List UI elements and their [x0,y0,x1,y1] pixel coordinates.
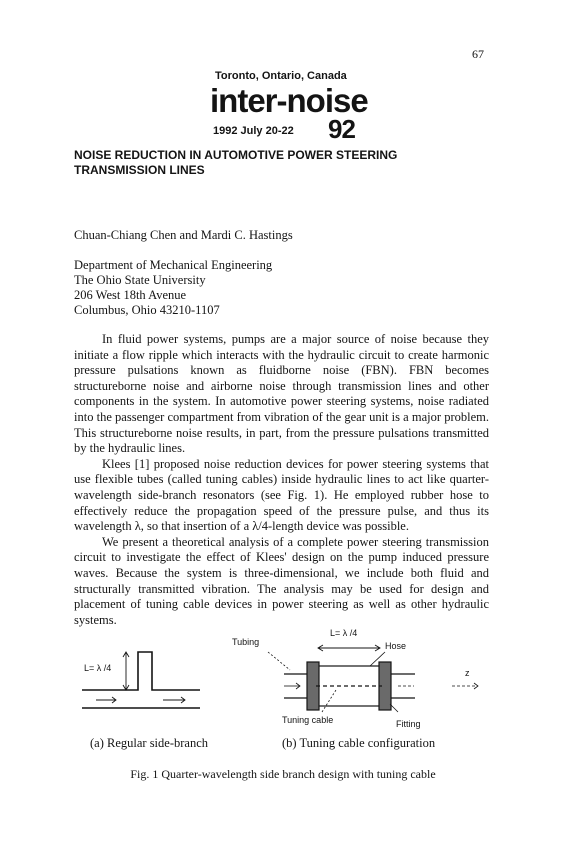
page-number: 67 [472,47,484,61]
fitting-leader [390,704,398,712]
hose-length-arrow-left [318,645,323,651]
z-axis-arrowhead [474,683,478,689]
hose-length-arrow-right [375,645,380,651]
paper-title [74,148,494,178]
tubing-label: Tubing [232,637,260,647]
hose-label: Hose [385,641,407,651]
fitting-right [379,662,391,710]
affiliation-line: 206 West 18th Avenue [74,288,187,302]
figure-caption: Fig. 1 Quarter-wavelength side branch design with tuning cable [130,767,436,781]
affiliation-line: Department of Mechanical Engineering [74,258,273,272]
paragraph: In fluid power systems, pumps are a major source of noise because they initiate a flow ripple which interacts with the hydraulic circuit to create harmonic pressure pulsations known as fluidborne noise (FBN). FBN becomes structureborne noise and airborne noise through transmission lines and other components in the system. In automotive power steering systems, noise radiated into the passenger compartment from vibration of the gear unit is a major problem. This structureborne noise results, in part, from the pressure pulsations transmitted by the hydraulic lines. [74,332,489,456]
hose-leader [370,652,385,666]
affiliation-line: The Ohio State University [74,273,206,287]
conference-location: Toronto, Ontario, Canada [215,70,347,82]
conference-logo: inter-noise [210,82,368,119]
fitting-label: Fitting [396,719,421,729]
side-branch-diagram [82,652,200,708]
affiliation [74,258,272,318]
cable-leader [322,690,336,712]
conference-year: 92 [328,114,355,144]
length-label-a: L= λ /4 [84,663,112,673]
body-text [74,332,489,628]
tuning-cable-label: Tuning cable [282,715,334,725]
flow-arrowhead-left [112,697,116,703]
conference-dates: 1992 July 20-22 [213,125,294,137]
length-arrow-top [123,652,129,657]
length-label-b: L= λ /4 [330,628,358,638]
figure-subcaption-a: (a) Regular side-branch [90,736,208,750]
tuning-cable-diagram [268,645,478,712]
z-axis-label: z [465,668,470,678]
affiliation-line: Columbus, Ohio 43210-1107 [74,303,220,317]
length-arrow-bottom [123,685,129,690]
paragraph: We present a theoretical analysis of a complete power steering transmission circuit to investigate the effect of Klees' design on the pump induced pressure waves. Because the system is three-dimensional, we include both fluid and structurally transmitted vibration. The analysis may be used for design and placement of tuning cable devices in power steering as well as other hydraulic systems. [74,534,489,627]
hose-body [318,666,380,706]
title-line: TRANSMISSION LINES [74,163,205,177]
paragraph: Klees [1] proposed noise reduction devices for power steering systems that use flexible tubes (called tuning cables) inside hydraulic lines to act like quarter-wavelength side-branch resonators (see Fig. 1). He employed rubber hose to effectively reduce the propagation speed of the pressure pulse, and thus its wavelength λ, so that insertion of a λ/4-length device was possible. [74,456,489,534]
flow-arrowhead-in [296,683,300,689]
tubing-leader [268,652,290,670]
figure-subcaption-b: (b) Tuning cable configuration [282,736,436,750]
flow-arrowhead-right [181,697,185,703]
fitting-left [307,662,319,710]
title-line: NOISE REDUCTION IN AUTOMOTIVE POWER STEERING [74,148,398,162]
authors: Chuan-Chiang Chen and Mardi C. Hastings [74,228,293,242]
